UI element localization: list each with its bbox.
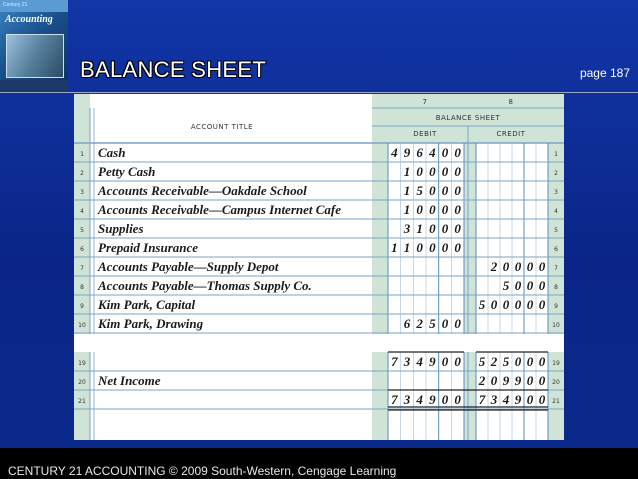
row-9-credit-digit-4: 0 [526, 297, 534, 312]
total-row-19-number-left: 19 [78, 360, 86, 367]
row-7-credit-digit-4: 0 [538, 259, 546, 274]
balance-sheet-worksheet [74, 94, 564, 440]
worksheet-svg [74, 94, 564, 440]
row-2-debit-digit-4: 0 [454, 164, 461, 179]
total-row-20-credit-digit-0: 2 [478, 373, 486, 388]
row-6-debit-digit-2: 0 [416, 240, 423, 255]
row-1-debit-digit-4: 0 [441, 145, 449, 160]
total-row-19-debit-digit-2: 4 [416, 354, 423, 369]
row-4-number-left: 4 [80, 208, 84, 215]
total-row-21-credit-digit-4: 0 [526, 392, 534, 407]
row-7-credit-digit-3: 0 [526, 259, 534, 274]
total-row-21-debit-digit-1: 3 [403, 392, 411, 407]
row-4-debit-digit-4: 0 [454, 202, 461, 217]
total-row-20-number-right: 20 [552, 379, 560, 386]
total-row-20-credit-digit-4: 0 [526, 373, 534, 388]
total-row-19-number-right: 19 [552, 360, 560, 367]
row-1-number-left: 1 [80, 151, 84, 158]
row-9-account: Kim Park, Capital [98, 297, 196, 312]
cover-title: Accounting [5, 14, 53, 25]
row-6-debit-digit-0: 1 [391, 240, 398, 255]
row-3-debit-digit-1: 5 [416, 183, 423, 198]
balance-sheet-section-header: BALANCE SHEET [435, 114, 501, 122]
total-row-21-credit-digit-0: 7 [478, 392, 486, 407]
row-6-debit-digit-5: 0 [454, 240, 461, 255]
row-3-number-right: 3 [554, 189, 558, 196]
row-7-account: Accounts Payable—Supply Depot [98, 259, 279, 274]
row-9-credit-digit-2: 0 [502, 297, 510, 312]
cover-footer [0, 80, 68, 92]
row-2-account: Petty Cash [98, 164, 156, 179]
row-3-debit-digit-2: 0 [429, 183, 436, 198]
row-7-number-left: 7 [80, 265, 84, 272]
total-row-21-number-right: 21 [552, 398, 560, 405]
column-number-7: 7 [422, 98, 428, 106]
textbook-cover-thumbnail [0, 0, 68, 92]
total-row-20-credit-digit-5: 0 [538, 373, 546, 388]
row-8-number-left: 8 [80, 284, 84, 291]
row-7-credit-digit-1: 0 [502, 259, 510, 274]
account-title-header: ACCOUNT TITLE [190, 123, 254, 131]
row-1-debit-digit-5: 0 [454, 145, 461, 160]
row-10-number-left: 10 [78, 322, 86, 329]
row-7-number-right: 7 [554, 265, 558, 272]
total-row-21-debit-digit-0: 7 [391, 392, 398, 407]
footer-copyright: CENTURY 21 ACCOUNTING © 2009 South-Western, Cengage Learning [8, 464, 397, 478]
total-row-21-debit-digit-4: 0 [441, 392, 449, 407]
total-row-20-account: Net Income [98, 373, 161, 388]
row-9-credit-digit-0: 5 [478, 297, 486, 312]
row-2-debit-digit-0: 1 [403, 164, 411, 179]
row-10-debit-digit-0: 6 [403, 316, 411, 331]
total-row-19-credit-digit-1: 2 [490, 354, 498, 369]
row-8-credit-digit-2: 0 [526, 278, 534, 293]
row-6-debit-digit-4: 0 [441, 240, 449, 255]
total-row-19-credit-digit-0: 5 [478, 354, 486, 369]
row-1-debit-digit-3: 4 [429, 145, 436, 160]
total-row-19-debit-digit-1: 3 [403, 354, 411, 369]
row-4-account: Accounts Receivable—Campus Internet Cafe [98, 202, 342, 217]
row-5-debit-digit-2: 0 [429, 221, 436, 236]
total-row-21-credit-digit-3: 9 [514, 392, 522, 407]
row-9-credit-digit-3: 0 [514, 297, 522, 312]
row-4-debit-digit-3: 0 [441, 202, 449, 217]
row-1-debit-digit-0: 4 [391, 145, 398, 160]
row-7-credit-digit-2: 0 [514, 259, 522, 274]
row-2-debit-digit-2: 0 [429, 164, 436, 179]
row-6-debit-digit-3: 0 [429, 240, 436, 255]
row-6-number-right: 6 [554, 246, 558, 253]
total-row-19-credit-digit-2: 5 [502, 354, 510, 369]
row-8-credit-digit-1: 0 [514, 278, 522, 293]
total-row-19-debit-digit-5: 0 [454, 354, 461, 369]
row-2-debit-digit-3: 0 [441, 164, 449, 179]
row-8-number-right: 8 [554, 284, 558, 291]
row-9-number-right: 9 [554, 303, 558, 310]
row-10-debit-digit-4: 0 [454, 316, 461, 331]
column-number-8: 8 [508, 98, 514, 106]
row-10-debit-digit-2: 5 [429, 316, 436, 331]
row-6-account: Prepaid Insurance [98, 240, 199, 255]
row-10-debit-digit-3: 0 [441, 316, 449, 331]
slide-title: BALANCE SHEET [80, 57, 267, 82]
row-3-debit-digit-0: 1 [403, 183, 411, 198]
row-10-account: Kim Park, Drawing [98, 316, 204, 331]
row-6-number-left: 6 [80, 246, 84, 253]
row-5-account: Supplies [98, 221, 144, 236]
row-9-credit-digit-1: 0 [490, 297, 498, 312]
total-row-19-debit-digit-3: 9 [429, 354, 436, 369]
total-row-19-debit-digit-0: 7 [391, 354, 398, 369]
row-9-credit-digit-5: 0 [538, 297, 546, 312]
total-row-21-debit-digit-2: 4 [416, 392, 423, 407]
row-3-account: Accounts Receivable—Oakdale School [98, 183, 307, 198]
cover-header [0, 0, 68, 12]
row-6-debit-digit-1: 1 [403, 240, 411, 255]
row-5-debit-digit-1: 1 [416, 221, 423, 236]
row-8-credit-digit-0: 5 [502, 278, 510, 293]
total-row-20-credit-digit-1: 0 [490, 373, 498, 388]
row-1-number-right: 1 [554, 151, 558, 158]
total-row-20-credit-digit-3: 9 [514, 373, 522, 388]
footer-bar [0, 448, 638, 479]
page-break-gap [74, 334, 564, 352]
total-row-19-credit-digit-4: 0 [526, 354, 534, 369]
total-row-19-credit-digit-5: 0 [538, 354, 546, 369]
row-5-number-left: 5 [80, 227, 84, 234]
total-row-21-credit-digit-1: 3 [490, 392, 498, 407]
row-2-number-left: 2 [80, 170, 84, 177]
row-8-credit-digit-3: 0 [538, 278, 546, 293]
row-5-number-right: 5 [554, 227, 558, 234]
row-1-debit-digit-1: 9 [403, 145, 411, 160]
row-4-number-right: 4 [554, 208, 558, 215]
total-row-21-debit-digit-5: 0 [454, 392, 461, 407]
row-7-credit-digit-0: 2 [490, 259, 498, 274]
row-10-number-right: 10 [552, 322, 560, 329]
total-row-21-number-left: 21 [78, 398, 86, 405]
row-8-account: Accounts Payable—Thomas Supply Co. [98, 278, 312, 293]
cover-subtitle: Century 21 [3, 2, 28, 8]
total-row-19-debit-digit-4: 0 [441, 354, 449, 369]
row-4-debit-digit-2: 0 [429, 202, 436, 217]
row-1-account: Cash [98, 145, 126, 160]
row-5-debit-digit-3: 0 [441, 221, 449, 236]
row-3-debit-digit-4: 0 [454, 183, 461, 198]
total-row-19-credit-digit-3: 0 [514, 354, 522, 369]
page-reference: page 187 [579, 66, 630, 80]
row-5-debit-digit-4: 0 [454, 221, 461, 236]
page-gutter [364, 94, 372, 440]
row-4-debit-digit-1: 0 [416, 202, 423, 217]
row-4-debit-digit-0: 1 [403, 202, 411, 217]
row-2-debit-digit-1: 0 [416, 164, 423, 179]
total-row-21-credit-digit-2: 4 [502, 392, 510, 407]
total-row-20-number-left: 20 [78, 379, 86, 386]
row-9-number-left: 9 [80, 303, 84, 310]
total-row-21-credit-digit-5: 0 [538, 392, 546, 407]
total-row-20-credit-digit-2: 9 [502, 373, 510, 388]
row-5-debit-digit-0: 3 [403, 221, 411, 236]
row-10-debit-digit-1: 2 [416, 316, 423, 331]
row-1-debit-digit-2: 6 [416, 145, 423, 160]
credit-header: CREDIT [496, 130, 526, 138]
debit-header: DEBIT [413, 130, 437, 138]
total-row-21-debit-digit-3: 9 [429, 392, 436, 407]
title-divider [0, 92, 638, 93]
row-3-number-left: 3 [80, 189, 84, 196]
cover-photo [6, 34, 64, 78]
row-2-number-right: 2 [554, 170, 558, 177]
row-3-debit-digit-3: 0 [441, 183, 449, 198]
